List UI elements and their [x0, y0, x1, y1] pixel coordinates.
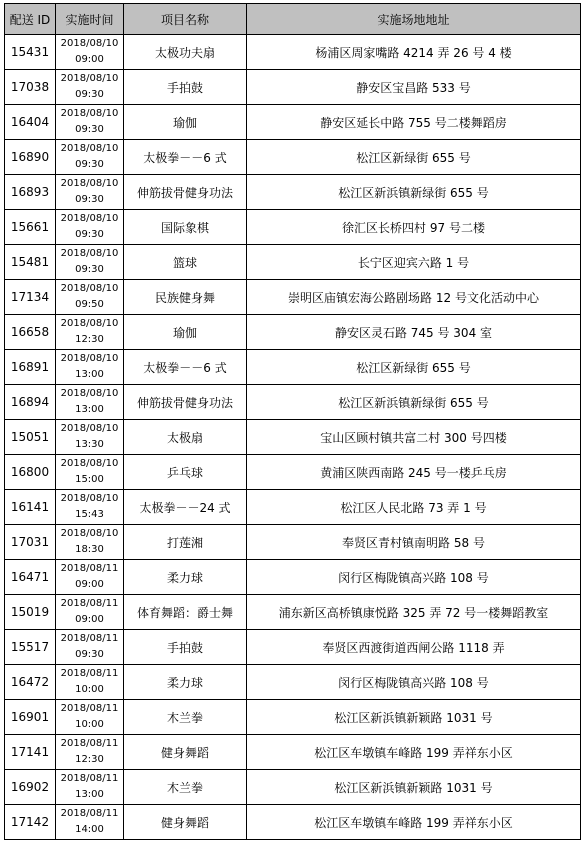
cell-address: 静安区灵石路 745 号 304 室	[247, 315, 581, 350]
cell-time	[56, 140, 124, 175]
cell-time-clock: 09:30	[75, 264, 104, 275]
table-row	[5, 735, 581, 770]
cell-time-clock: 09:30	[75, 649, 104, 660]
cell-delivery-id: 15517	[5, 630, 56, 665]
cell-time	[56, 385, 124, 420]
cell-time-date: 2018/08/11	[60, 773, 119, 784]
cell-project: 手拍鼓	[124, 630, 247, 665]
header-row	[5, 4, 581, 35]
cell-time-date: 2018/08/10	[60, 178, 119, 189]
cell-time-clock: 12:30	[75, 754, 104, 765]
table-row	[5, 805, 581, 840]
cell-address: 崇明区庙镇宏海公路剧场路 12 号文化活动中心	[247, 280, 581, 315]
header-time: 实施时间	[56, 4, 124, 35]
schedule-sheet	[4, 3, 581, 840]
cell-time-date: 2018/08/11	[60, 668, 119, 679]
table-row	[5, 385, 581, 420]
cell-project: 手拍鼓	[124, 70, 247, 105]
cell-address: 静安区延长中路 755 号二楼舞蹈房	[247, 105, 581, 140]
cell-time	[56, 630, 124, 665]
cell-time-date: 2018/08/10	[60, 388, 119, 399]
cell-address: 奉贤区西渡街道西闸公路 1118 弄	[247, 630, 581, 665]
cell-delivery-id: 16902	[5, 770, 56, 805]
table-row	[5, 245, 581, 280]
cell-project: 木兰拳	[124, 770, 247, 805]
table-row	[5, 350, 581, 385]
cell-time-date: 2018/08/10	[60, 108, 119, 119]
table-row	[5, 70, 581, 105]
cell-address: 奉贤区青村镇南明路 58 号	[247, 525, 581, 560]
table-row	[5, 315, 581, 350]
cell-project: 木兰拳	[124, 700, 247, 735]
cell-time-date: 2018/08/10	[60, 143, 119, 154]
header-address: 实施场地地址	[247, 4, 581, 35]
cell-delivery-id: 16891	[5, 350, 56, 385]
cell-address: 静安区宝昌路 533 号	[247, 70, 581, 105]
cell-time-clock: 09:00	[75, 54, 104, 65]
cell-time-clock: 09:30	[75, 194, 104, 205]
cell-time	[56, 35, 124, 70]
cell-delivery-id: 16901	[5, 700, 56, 735]
cell-time-clock: 13:00	[75, 369, 104, 380]
cell-address: 宝山区顾村镇共富二村 300 号四楼	[247, 420, 581, 455]
cell-project: 柔力球	[124, 665, 247, 700]
cell-time-clock: 15:00	[75, 474, 104, 485]
table-row	[5, 280, 581, 315]
cell-project: 太极拳－－6 式	[124, 350, 247, 385]
cell-delivery-id: 16894	[5, 385, 56, 420]
cell-project: 伸筋拔骨健身功法	[124, 175, 247, 210]
cell-address: 松江区新浜镇新颖路 1031 号	[247, 700, 581, 735]
cell-time-clock: 09:30	[75, 229, 104, 240]
table-row	[5, 700, 581, 735]
cell-time	[56, 420, 124, 455]
cell-project: 太极扇	[124, 420, 247, 455]
cell-time	[56, 280, 124, 315]
cell-project: 国际象棋	[124, 210, 247, 245]
cell-time	[56, 595, 124, 630]
cell-time	[56, 455, 124, 490]
cell-time-date: 2018/08/11	[60, 633, 119, 644]
cell-time-date: 2018/08/10	[60, 528, 119, 539]
cell-time-date: 2018/08/11	[60, 738, 119, 749]
cell-delivery-id: 15051	[5, 420, 56, 455]
cell-delivery-id: 16404	[5, 105, 56, 140]
cell-project: 瑜伽	[124, 105, 247, 140]
cell-address: 松江区车墩镇车峰路 199 弄祥东小区	[247, 805, 581, 840]
cell-project: 太极拳－－24 式	[124, 490, 247, 525]
cell-delivery-id: 15431	[5, 35, 56, 70]
cell-address: 松江区新绿街 655 号	[247, 140, 581, 175]
table-row	[5, 210, 581, 245]
cell-delivery-id: 16800	[5, 455, 56, 490]
cell-project: 健身舞蹈	[124, 805, 247, 840]
cell-time-date: 2018/08/10	[60, 318, 119, 329]
table-row	[5, 490, 581, 525]
cell-time-date: 2018/08/11	[60, 703, 119, 714]
table-row	[5, 560, 581, 595]
cell-address: 松江区新浜镇新绿街 655 号	[247, 385, 581, 420]
cell-time	[56, 770, 124, 805]
cell-delivery-id: 15661	[5, 210, 56, 245]
cell-time-clock: 13:30	[75, 439, 104, 450]
cell-time	[56, 315, 124, 350]
cell-project: 体育舞蹈：爵士舞	[124, 595, 247, 630]
cell-time-clock: 09:00	[75, 614, 104, 625]
cell-time	[56, 700, 124, 735]
cell-time	[56, 245, 124, 280]
cell-delivery-id: 16890	[5, 140, 56, 175]
cell-time	[56, 560, 124, 595]
table-row	[5, 665, 581, 700]
cell-time-date: 2018/08/10	[60, 458, 119, 469]
schedule-table	[4, 3, 581, 840]
cell-time-clock: 12:30	[75, 334, 104, 345]
cell-time-date: 2018/08/10	[60, 353, 119, 364]
cell-time	[56, 665, 124, 700]
cell-time	[56, 350, 124, 385]
cell-time	[56, 105, 124, 140]
cell-time	[56, 175, 124, 210]
cell-time-clock: 09:50	[75, 299, 104, 310]
cell-address: 松江区新浜镇新颖路 1031 号	[247, 770, 581, 805]
cell-address: 黄浦区陕西南路 245 号一楼乒乓房	[247, 455, 581, 490]
cell-time-clock: 09:30	[75, 124, 104, 135]
cell-project: 篮球	[124, 245, 247, 280]
cell-delivery-id: 17134	[5, 280, 56, 315]
table-row	[5, 525, 581, 560]
cell-time-date: 2018/08/10	[60, 73, 119, 84]
cell-time-clock: 13:00	[75, 789, 104, 800]
header-id: 配送 ID	[5, 4, 56, 35]
cell-address: 松江区人民北路 73 弄 1 号	[247, 490, 581, 525]
cell-time-clock: 18:30	[75, 544, 104, 555]
cell-time-date: 2018/08/11	[60, 808, 119, 819]
cell-delivery-id: 17031	[5, 525, 56, 560]
cell-time-date: 2018/08/11	[60, 598, 119, 609]
cell-time-clock: 13:00	[75, 404, 104, 415]
cell-time-date: 2018/08/10	[60, 423, 119, 434]
cell-address: 闵行区梅陇镇高兴路 108 号	[247, 665, 581, 700]
cell-address: 松江区新绿街 655 号	[247, 350, 581, 385]
cell-delivery-id: 16893	[5, 175, 56, 210]
header-project: 项目名称	[124, 4, 247, 35]
cell-time	[56, 805, 124, 840]
table-row	[5, 595, 581, 630]
cell-delivery-id: 16658	[5, 315, 56, 350]
cell-address: 浦东新区高桥镇康悦路 325 弄 72 号一楼舞蹈教室	[247, 595, 581, 630]
cell-address: 松江区新浜镇新绿街 655 号	[247, 175, 581, 210]
cell-time	[56, 525, 124, 560]
cell-time-clock: 09:30	[75, 89, 104, 100]
cell-delivery-id: 15019	[5, 595, 56, 630]
cell-delivery-id: 15481	[5, 245, 56, 280]
cell-project: 伸筋拔骨健身功法	[124, 385, 247, 420]
cell-delivery-id: 17141	[5, 735, 56, 770]
cell-time-clock: 10:00	[75, 719, 104, 730]
cell-project: 柔力球	[124, 560, 247, 595]
table-row	[5, 455, 581, 490]
cell-delivery-id: 16471	[5, 560, 56, 595]
cell-project: 太极功夫扇	[124, 35, 247, 70]
table-row	[5, 35, 581, 70]
cell-project: 健身舞蹈	[124, 735, 247, 770]
cell-address: 松江区车墩镇车峰路 199 弄祥东小区	[247, 735, 581, 770]
table-row	[5, 630, 581, 665]
cell-time	[56, 210, 124, 245]
table-body	[5, 35, 581, 840]
cell-time-date: 2018/08/10	[60, 248, 119, 259]
cell-time	[56, 70, 124, 105]
cell-project: 乒乓球	[124, 455, 247, 490]
cell-time-date: 2018/08/11	[60, 563, 119, 574]
cell-address: 杨浦区周家嘴路 4214 弄 26 号 4 楼	[247, 35, 581, 70]
cell-time-date: 2018/08/10	[60, 493, 119, 504]
table-row	[5, 770, 581, 805]
table-row	[5, 105, 581, 140]
cell-time-clock: 09:30	[75, 159, 104, 170]
table-row	[5, 420, 581, 455]
cell-delivery-id: 17038	[5, 70, 56, 105]
cell-project: 民族健身舞	[124, 280, 247, 315]
table-row	[5, 175, 581, 210]
cell-address: 徐汇区长桥四村 97 号二楼	[247, 210, 581, 245]
cell-time-date: 2018/08/10	[60, 38, 119, 49]
cell-time-date: 2018/08/10	[60, 213, 119, 224]
cell-time-clock: 14:00	[75, 824, 104, 835]
cell-time-clock: 09:00	[75, 579, 104, 590]
cell-delivery-id: 16472	[5, 665, 56, 700]
cell-address: 闵行区梅陇镇高兴路 108 号	[247, 560, 581, 595]
cell-delivery-id: 16141	[5, 490, 56, 525]
cell-time-clock: 10:00	[75, 684, 104, 695]
cell-address: 长宁区迎宾六路 1 号	[247, 245, 581, 280]
cell-time-date: 2018/08/10	[60, 283, 119, 294]
table-row	[5, 140, 581, 175]
cell-time-clock: 15:43	[75, 509, 104, 520]
cell-time	[56, 735, 124, 770]
cell-delivery-id: 17142	[5, 805, 56, 840]
cell-project: 太极拳－－6 式	[124, 140, 247, 175]
cell-time	[56, 490, 124, 525]
cell-project: 瑜伽	[124, 315, 247, 350]
cell-project: 打莲湘	[124, 525, 247, 560]
